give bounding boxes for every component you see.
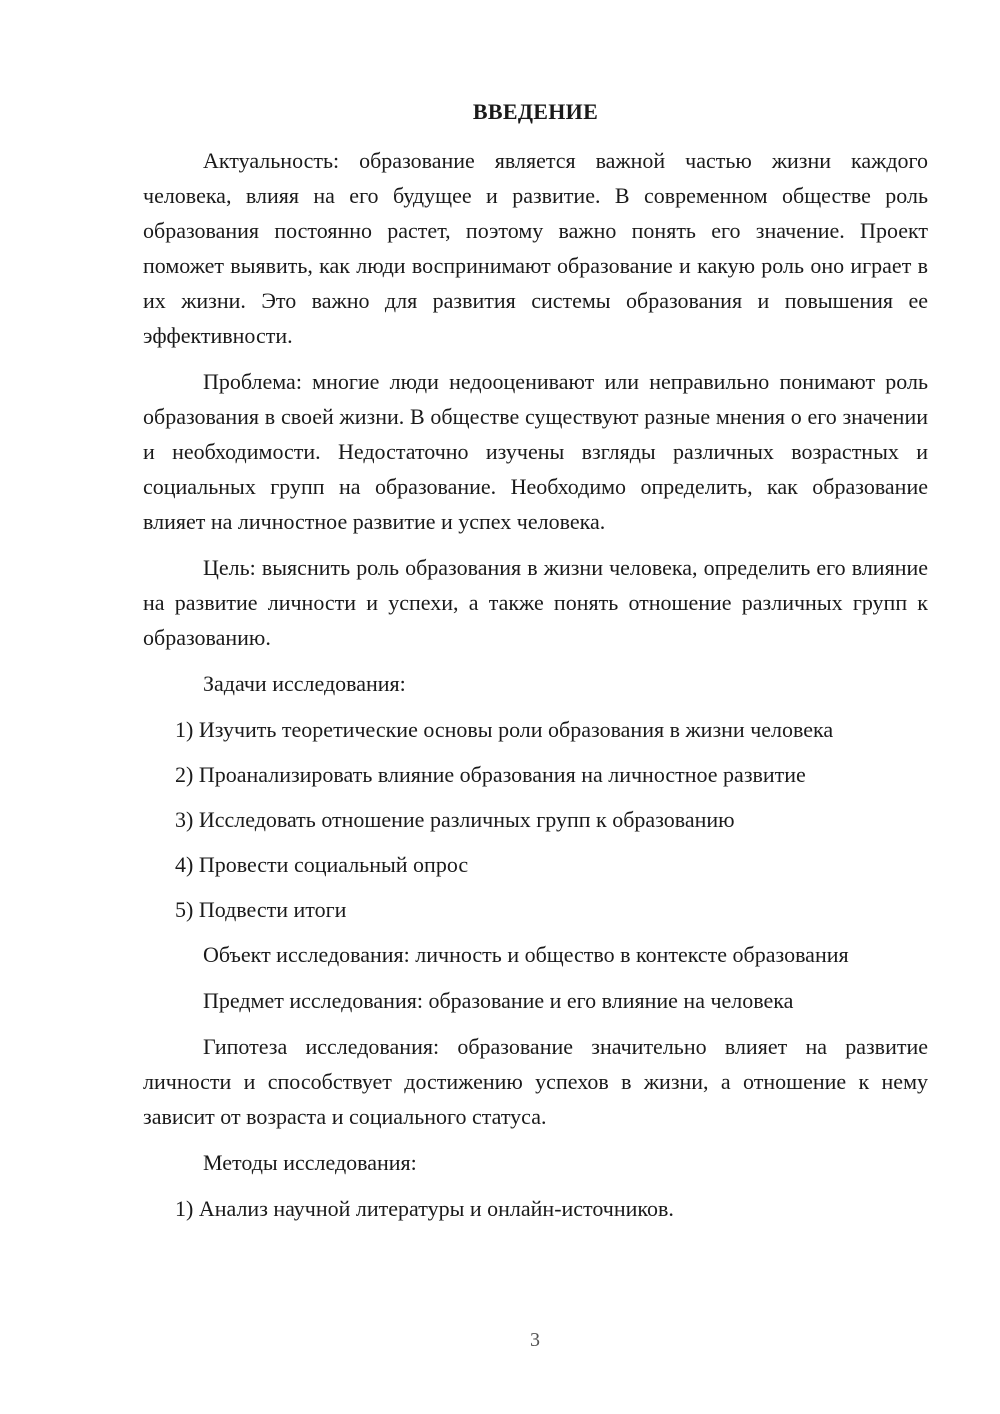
- list-item: 1) Изучить теоретические основы роли образования в жизни человека: [175, 717, 834, 742]
- document-page: [143, 94, 928, 1236]
- list-item: 5) Подвести итоги: [175, 897, 347, 922]
- hypothesis-paragraph: Гипотеза исследования: образование значительно влияет на развитие личности и способствует достижению успехов в жизни, а отношение к нему зависит от возраста и социального статуса.: [143, 1034, 928, 1129]
- relevance-paragraph: Актуальность: образование является важной частью жизни каждого человека, влияя на его будущее и развитие. В современном обществе роль образования постоянно растет, поэтому важно понять его значение. Проект поможет выявить, как люди воспринимают образование и какую роль оно играет в их жизни. Это важно для развития системы образования и повышения ее эффективности.: [143, 148, 928, 348]
- methods-heading: Методы исследования:: [203, 1150, 417, 1175]
- list-item: 2) Проанализировать влияние образования на личностное развитие: [175, 762, 806, 787]
- goal-paragraph: Цель: выяснить роль образования в жизни человека, определить его влияние на развитие личности и успехи, а также понять отношение различных групп к образованию.: [143, 555, 928, 650]
- list-item: 4) Провести социальный опрос: [175, 852, 469, 877]
- subject-paragraph: Предмет исследования: образование и его влияние на человека: [203, 988, 794, 1013]
- object-paragraph: Объект исследования: личность и общество в контексте образования: [203, 942, 849, 967]
- tasks-heading: Задачи исследования:: [203, 671, 406, 696]
- list-item: 1) Анализ научной литературы и онлайн-источников.: [175, 1196, 674, 1221]
- page-title: ВВЕДЕНИЕ: [472, 99, 599, 124]
- page-number: 3: [530, 1329, 540, 1351]
- tasks-list: [143, 712, 928, 927]
- methods-list: [143, 1191, 928, 1226]
- list-item: 3) Исследовать отношение различных групп к образованию: [175, 807, 735, 832]
- problem-paragraph: Проблема: многие люди недооценивают или неправильно понимают роль образования в своей жизни. В обществе существуют разные мнения о его значении и необходимости. Недостаточно изучены взгляды различных возрастных и социальных групп на образование. Необходимо определить, как образование влияет на личностное развитие и успех человека.: [143, 369, 928, 534]
